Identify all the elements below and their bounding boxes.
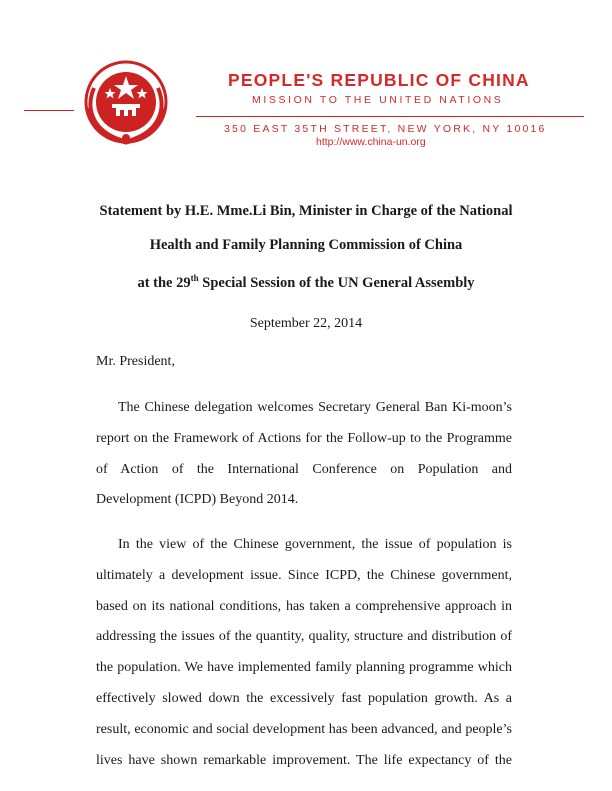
paragraph-2-line: In the view of the Chinese government, the issue of population is [118,537,512,552]
paragraph-1-line: The Chinese delegation welcomes Secretary General Ban Ki-moon’s [118,400,512,415]
paragraph-2-line: addressing the issues of the quantity, quality, structure and distribution of [96,629,512,645]
statement-title-line-3-post: Special Session of the UN General Assembly [198,274,475,291]
letterhead-rule [196,116,584,117]
letterhead-country: PEOPLE'S REPUBLIC OF CHINA [228,70,530,90]
paragraph-2-line: ultimately a development issue. Since ICPD, the Chinese government, [96,567,512,583]
national-emblem-icon [80,58,172,146]
paragraph-2-line: result, economic and social development has been advanced, and people’s [96,721,512,737]
paragraph-2-line: the population. We have implemented family planning programme which [96,660,512,676]
paragraph-2-line: based on its national conditions, has taken a comprehensive approach in [96,598,512,614]
letterhead-website: http://www.china-un.org [316,136,426,148]
paragraph-2 [96,530,512,776]
paragraph-1-line: report on the Framework of Actions for the Follow-up to the Programme [96,430,512,446]
paragraph-1-line: of Action of the International Conference on Population and [96,461,512,477]
statement-title-line-3 [0,273,612,292]
paragraph-2-line: effectively slowed down the excessively fast population growth. As a [96,690,512,706]
letterhead-mission: MISSION TO THE UNITED NATIONS [252,94,504,106]
paragraph-1-line: Development (ICPD) Beyond 2014. [96,492,299,508]
statement-title-line-1: Statement by H.E. Mme.Li Bin, Minister in Charge of the National [99,203,513,219]
statement-date: September 22, 2014 [249,316,363,331]
statement-title-line-3-pre: at the 29 [137,274,191,291]
statement-title-line-2: Health and Family Planning Commission of China [149,237,463,253]
letterhead-address: 350 EAST 35TH STREET, NEW YORK, NY 10016 [224,123,547,135]
letterhead-left-rule [24,110,74,111]
paragraph-1 [96,393,512,516]
salutation: Mr. President, [96,354,175,369]
paragraph-2-line: lives have shown remarkable improvement. The life expectancy of the [96,752,512,768]
statement-title-ordinal: th [190,273,199,283]
